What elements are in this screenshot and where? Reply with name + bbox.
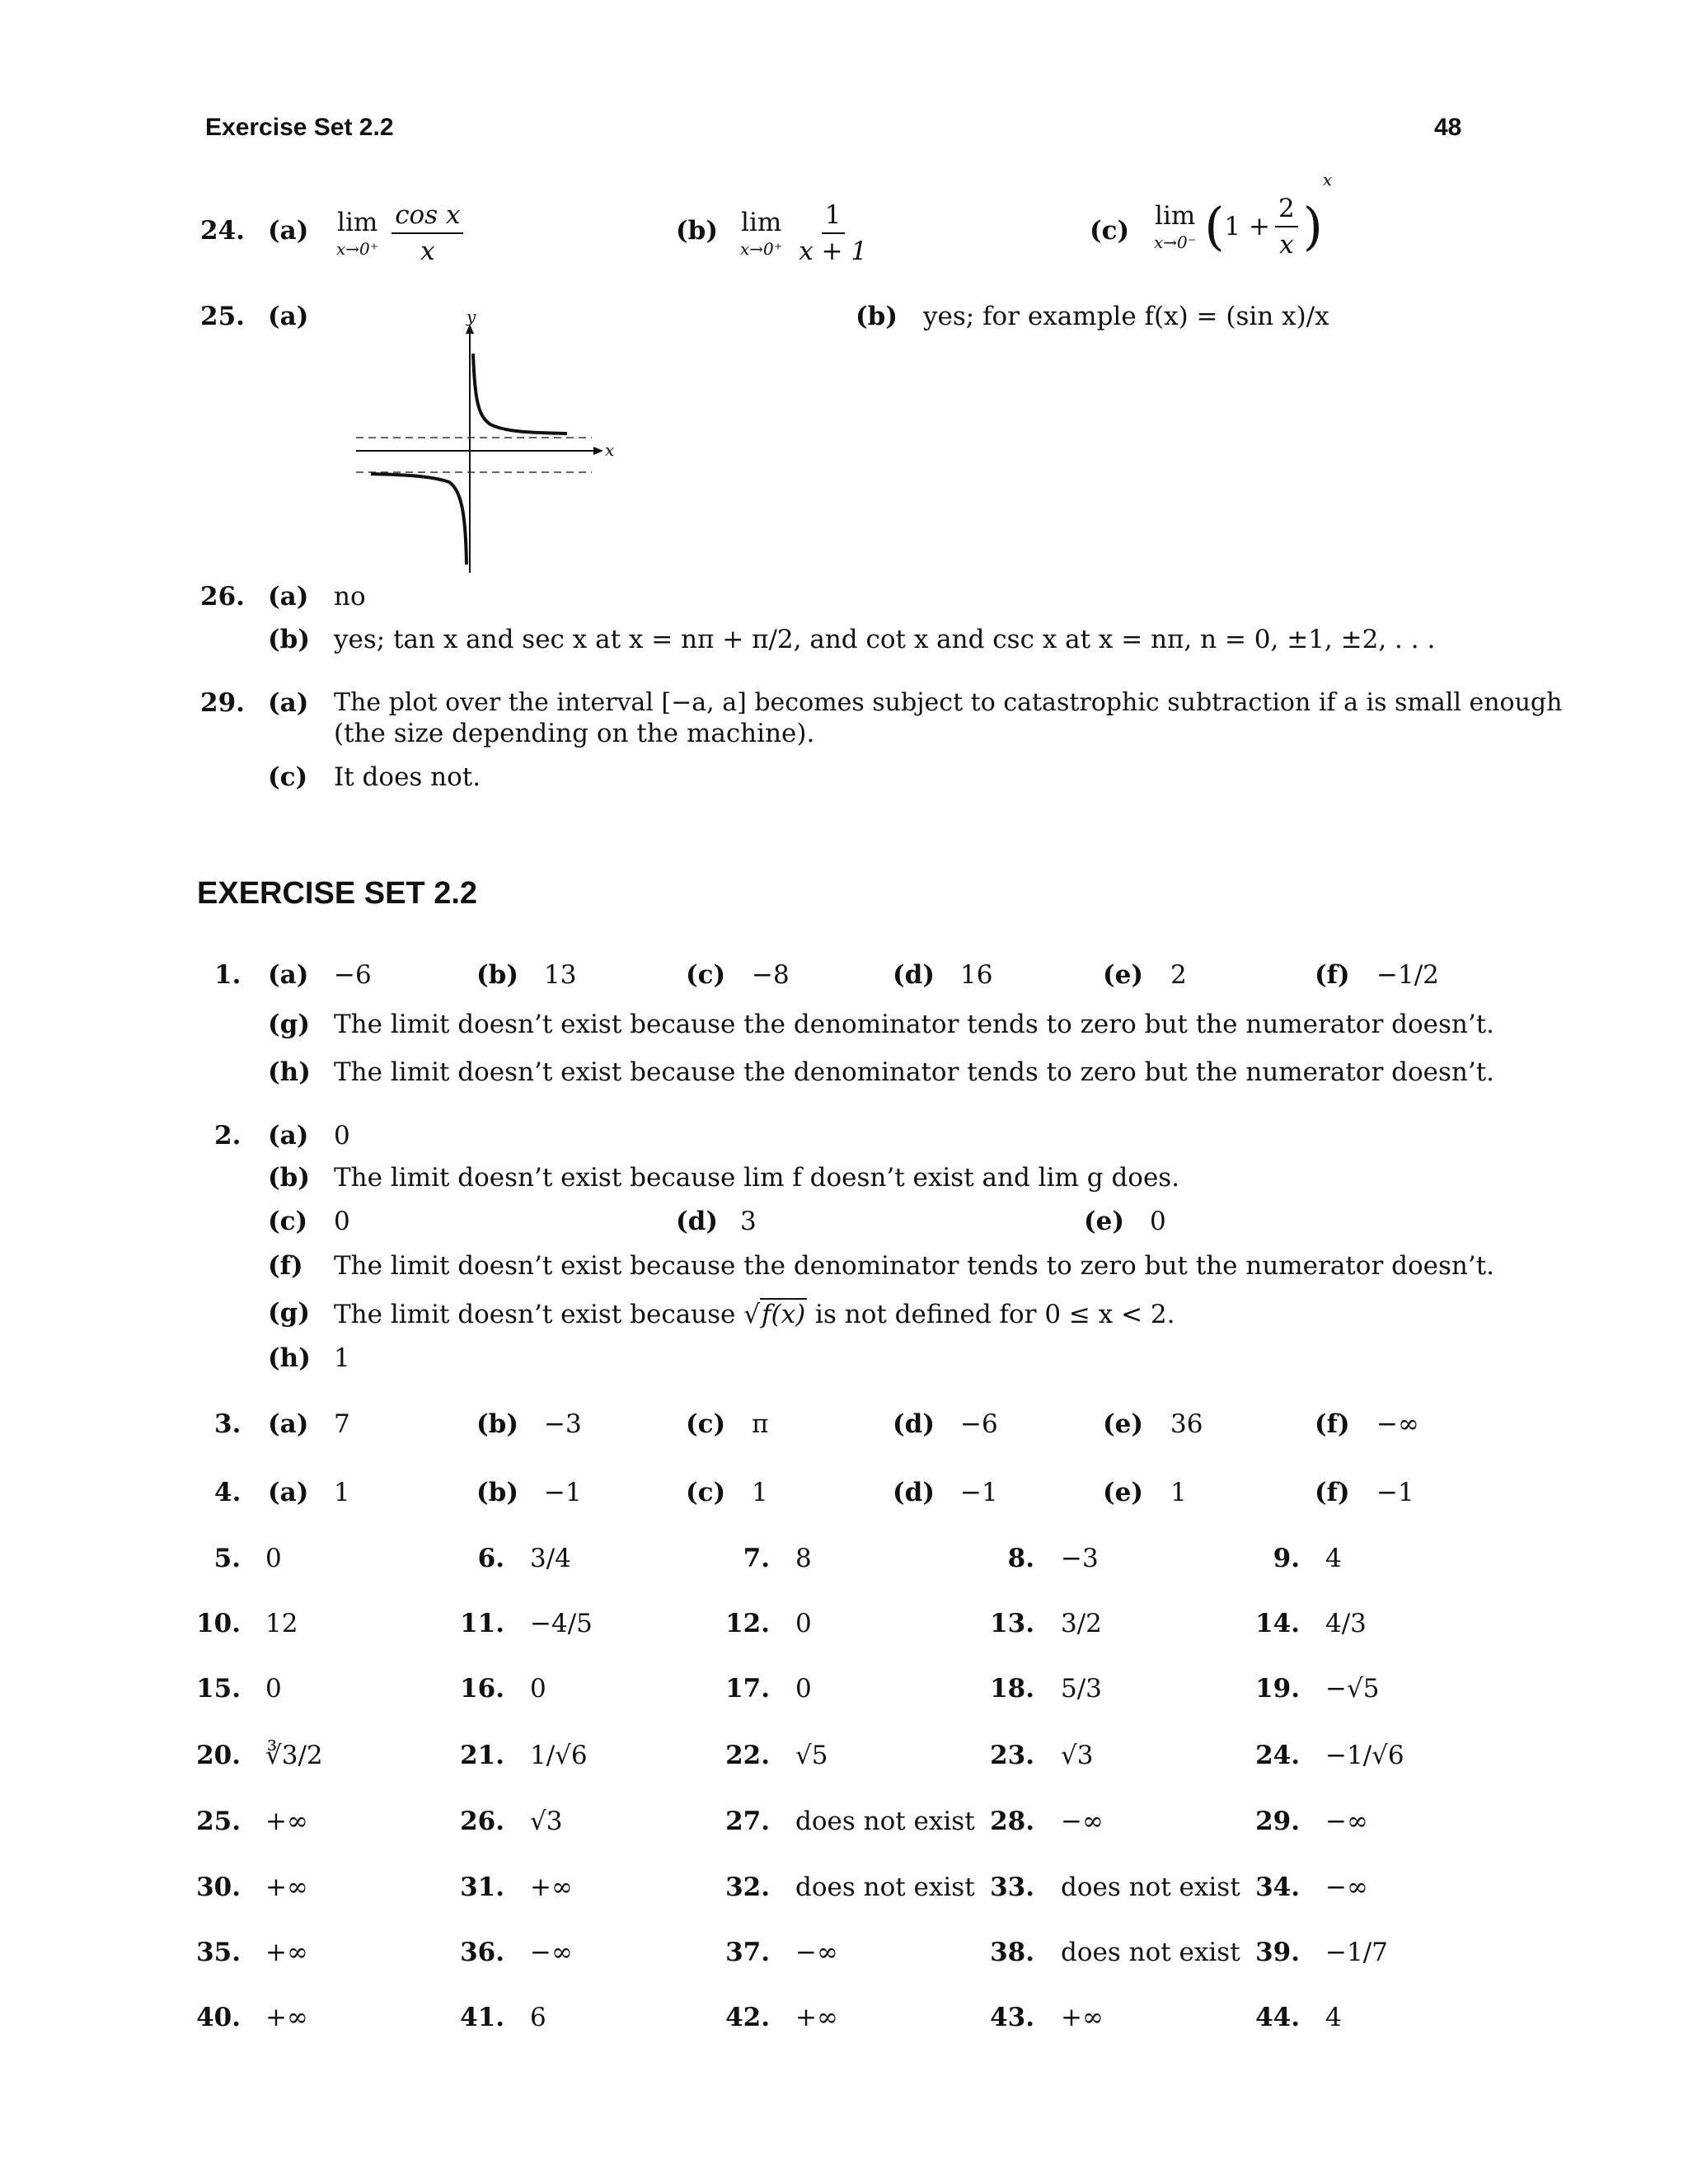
lim-subscript: x→0⁺ xyxy=(740,238,783,259)
q2-number: 2. xyxy=(214,1121,241,1151)
problem-24-part-c-label: (c) xyxy=(1090,216,1130,246)
q1-part-h-text: The limit doesn’t exist because the denominator tends to zero but the numerator doesn’t. xyxy=(334,1057,1495,1087)
page-number: 48 xyxy=(1434,114,1462,141)
problem-24-part-c-expr xyxy=(1154,170,1333,260)
answer-number: 6. xyxy=(477,1544,504,1573)
answer-value: 0 xyxy=(265,1544,282,1573)
answer-number: 23. xyxy=(990,1741,1034,1770)
answer-value: ∛3/2 xyxy=(265,1741,323,1770)
answer-value: does not exist xyxy=(795,1807,975,1836)
q1-number: 1. xyxy=(214,960,241,990)
lim-text: lim xyxy=(741,207,782,237)
curve-right-branch xyxy=(473,354,567,434)
q3-part-d-value: −6 xyxy=(960,1409,998,1439)
answer-value: 0 xyxy=(795,1609,812,1638)
answer-number: 44. xyxy=(1255,2003,1300,2032)
q3-part-c-label: (c) xyxy=(686,1409,726,1439)
fraction-numerator: 2 xyxy=(1275,194,1298,227)
q1-part-c-value: −8 xyxy=(752,960,790,990)
problem-26-number: 26. xyxy=(200,582,245,612)
q4-part-a-value: 1 xyxy=(334,1478,350,1507)
answer-number: 41. xyxy=(460,2003,504,2032)
problem-25-part-b-text: yes; for example f(x) = (sin x)/x xyxy=(923,302,1329,331)
fraction-numerator: cos x xyxy=(392,201,463,234)
answer-number: 9. xyxy=(1273,1544,1300,1573)
q3-part-a-value: 7 xyxy=(334,1409,350,1439)
answer-value: 1/√6 xyxy=(530,1741,588,1770)
answer-value: +∞ xyxy=(265,1872,308,1902)
q3-part-c-value: π xyxy=(752,1409,769,1439)
answer-number: 27. xyxy=(725,1807,770,1836)
running-header: Exercise Set 2.2 xyxy=(205,114,394,141)
answer-number: 31. xyxy=(460,1872,504,1902)
one-plus: 1 + xyxy=(1224,212,1270,242)
q2-part-d-text: 3 xyxy=(740,1207,757,1236)
answer-number: 37. xyxy=(725,1938,770,1967)
answer-value: −∞ xyxy=(530,1938,573,1967)
problem-25-number: 25. xyxy=(200,302,245,331)
answer-number: 25. xyxy=(196,1807,241,1836)
q4-part-d-value: −1 xyxy=(960,1478,998,1507)
answer-number: 22. xyxy=(725,1741,770,1770)
answer-number: 13. xyxy=(990,1609,1034,1638)
problem-26-part-a-text: no xyxy=(334,582,366,612)
problem-24-part-b-expr xyxy=(740,201,875,265)
q1-part-g-label: (g) xyxy=(268,1010,311,1039)
problem-26-part-b-text: yes; tan x and sec x at x = nπ + π/2, and cot x and csc x at x = nπ, n = 0, ±1, ±2, . . . xyxy=(334,625,1436,654)
answer-value: −∞ xyxy=(795,1938,838,1967)
x-axis-label: x xyxy=(605,440,615,460)
q4-part-c-value: 1 xyxy=(752,1478,768,1507)
q3-part-b-value: −3 xyxy=(544,1409,582,1439)
q4-part-f-label: (f) xyxy=(1315,1478,1350,1507)
q1-part-e-label: (e) xyxy=(1103,960,1144,990)
q4-part-d-label: (d) xyxy=(893,1478,935,1507)
answer-number: 20. xyxy=(196,1741,241,1770)
answer-value: does not exist xyxy=(1061,1938,1240,1967)
q2-part-e-label: (e) xyxy=(1084,1207,1125,1236)
q2-part-g-text xyxy=(334,1298,1175,1329)
q1-part-f-value: −1/2 xyxy=(1376,960,1439,990)
answer-number: 24. xyxy=(1255,1741,1300,1770)
answer-value: 0 xyxy=(530,1674,546,1704)
answer-value: −3 xyxy=(1061,1544,1099,1573)
problem-24-number: 24. xyxy=(200,216,245,246)
answer-value: √3 xyxy=(1061,1741,1094,1770)
answer-value: does not exist xyxy=(795,1872,975,1902)
problem-25-part-b-label: (b) xyxy=(856,302,898,331)
answer-value: +∞ xyxy=(1061,2003,1104,2032)
answer-value: 3/2 xyxy=(1061,1609,1102,1638)
q2-part-c-label: (c) xyxy=(268,1207,308,1236)
g-text-after: is not defined for 0 ≤ x < 2. xyxy=(815,1300,1175,1329)
lim-subscript: x→0⁺ xyxy=(336,238,379,259)
answer-value: 0 xyxy=(795,1674,812,1704)
q3-part-a-label: (a) xyxy=(268,1409,309,1439)
right-paren: ) xyxy=(1302,196,1323,257)
q4-part-e-label: (e) xyxy=(1103,1478,1144,1507)
q2-part-h-label: (h) xyxy=(268,1343,311,1373)
g-text-before: The limit doesn’t exist because xyxy=(334,1300,736,1329)
q4-part-b-label: (b) xyxy=(476,1478,519,1507)
q2-part-a-text: 0 xyxy=(334,1121,350,1151)
fraction-denominator: x xyxy=(1279,230,1294,260)
answer-number: 40. xyxy=(196,2003,241,2032)
problem-24-part-a-label: (a) xyxy=(268,216,309,246)
answer-number: 19. xyxy=(1255,1674,1300,1704)
answer-value: 4/3 xyxy=(1325,1609,1367,1638)
answer-number: 28. xyxy=(990,1807,1034,1836)
problem-29-part-a-label: (a) xyxy=(268,688,309,718)
answer-value: −∞ xyxy=(1325,1807,1368,1836)
answer-value: does not exist xyxy=(1061,1872,1240,1902)
section-title: EXERCISE SET 2.2 xyxy=(197,876,478,911)
answer-value: 0 xyxy=(265,1674,282,1704)
q2-part-b-label: (b) xyxy=(268,1163,311,1193)
q1-part-a-value: −6 xyxy=(334,960,372,990)
q2-part-h-text: 1 xyxy=(334,1343,350,1373)
q2-part-e-text: 0 xyxy=(1150,1207,1166,1236)
answer-number: 18. xyxy=(990,1674,1034,1704)
q1-part-f-label: (f) xyxy=(1315,960,1350,990)
q1-part-d-label: (d) xyxy=(893,960,935,990)
answer-value: −4/5 xyxy=(530,1609,593,1638)
answer-number: 8. xyxy=(1007,1544,1034,1573)
answer-number: 15. xyxy=(196,1674,241,1704)
answer-number: 14. xyxy=(1255,1609,1300,1638)
q2-part-f-text: The limit doesn’t exist because the denominator tends to zero but the numerator doesn’t. xyxy=(334,1251,1495,1281)
answer-number: 21. xyxy=(460,1741,504,1770)
answer-value: +∞ xyxy=(795,2003,838,2032)
q1-part-e-value: 2 xyxy=(1170,960,1187,990)
answer-value: 4 xyxy=(1325,1544,1342,1573)
answer-number: 11. xyxy=(460,1609,504,1638)
q4-number: 4. xyxy=(214,1478,241,1507)
q1-part-b-label: (b) xyxy=(476,960,519,990)
problem-29-number: 29. xyxy=(200,688,245,718)
answer-value: 5/3 xyxy=(1061,1674,1102,1704)
fraction-denominator: x + 1 xyxy=(799,237,868,267)
answer-number: 16. xyxy=(460,1674,504,1704)
problem-29-part-c-label: (c) xyxy=(268,762,308,792)
q1-part-a-label: (a) xyxy=(268,960,309,990)
answer-number: 42. xyxy=(725,2003,770,2032)
sqrt-radicand: f(x) xyxy=(762,1300,806,1329)
q3-part-e-value: 36 xyxy=(1170,1409,1203,1439)
sqrt-symbol: √ xyxy=(743,1300,761,1329)
left-paren: ( xyxy=(1204,196,1225,257)
problem-29-part-a-line2: (the size depending on the machine). xyxy=(334,719,815,748)
problem-26-part-b-label: (b) xyxy=(268,625,311,654)
answer-number: 33. xyxy=(990,1872,1034,1902)
problem-25-part-a-label: (a) xyxy=(268,302,309,331)
answer-value: √3 xyxy=(530,1807,563,1836)
q1-part-c-label: (c) xyxy=(686,960,726,990)
answer-number: 43. xyxy=(990,2003,1034,2032)
q3-part-e-label: (e) xyxy=(1103,1409,1144,1439)
x-axis-arrow xyxy=(593,447,603,455)
answer-value: −∞ xyxy=(1061,1807,1104,1836)
answer-value: +∞ xyxy=(265,2003,308,2032)
lim-subscript: x→0⁻ xyxy=(1154,232,1197,252)
answer-value: √5 xyxy=(795,1741,828,1770)
answer-number: 5. xyxy=(213,1544,241,1573)
answer-value: +∞ xyxy=(530,1872,573,1902)
y-axis-label: y xyxy=(467,309,476,326)
problem-26-part-a-label: (a) xyxy=(268,582,309,612)
answer-value: +∞ xyxy=(265,1807,308,1836)
q4-part-b-value: −1 xyxy=(544,1478,582,1507)
answer-number: 26. xyxy=(460,1807,504,1836)
answer-number: 35. xyxy=(196,1938,241,1967)
problem-24-part-a-expr xyxy=(336,201,468,265)
q2-part-a-label: (a) xyxy=(268,1121,309,1151)
curve-left-branch xyxy=(371,474,467,565)
answer-number: 7. xyxy=(743,1544,770,1573)
answer-value: −1/7 xyxy=(1325,1938,1388,1967)
q1-part-b-value: 13 xyxy=(544,960,577,990)
answer-value: +∞ xyxy=(265,1938,308,1967)
q2-part-c-text: 0 xyxy=(334,1207,350,1236)
answer-number: 29. xyxy=(1255,1807,1300,1836)
q2-part-f-label: (f) xyxy=(268,1251,303,1281)
q4-part-f-value: −1 xyxy=(1376,1478,1414,1507)
fraction-denominator: x xyxy=(420,237,435,267)
q3-part-d-label: (d) xyxy=(893,1409,935,1439)
q3-number: 3. xyxy=(214,1409,241,1439)
q2-part-g-label: (g) xyxy=(268,1298,311,1328)
answer-number: 17. xyxy=(725,1674,770,1704)
q3-part-f-label: (f) xyxy=(1315,1409,1350,1439)
q2-part-b-text: The limit doesn’t exist because lim f doesn’t exist and lim g does. xyxy=(334,1163,1180,1193)
answer-value: 4 xyxy=(1325,2003,1342,2032)
lim-text: lim xyxy=(337,207,378,237)
q4-part-c-label: (c) xyxy=(686,1478,726,1507)
q3-part-f-value: −∞ xyxy=(1376,1409,1419,1439)
problem-25-graph xyxy=(346,309,618,581)
lim-text: lim xyxy=(1155,200,1196,231)
answer-number: 38. xyxy=(990,1938,1034,1967)
q1-part-d-value: 16 xyxy=(960,960,993,990)
answer-number: 39. xyxy=(1255,1938,1300,1967)
answer-number: 12. xyxy=(725,1609,770,1638)
q3-part-b-label: (b) xyxy=(476,1409,519,1439)
q4-part-e-value: 1 xyxy=(1170,1478,1187,1507)
answer-value: 6 xyxy=(530,2003,546,2032)
answer-number: 36. xyxy=(460,1938,504,1967)
exponent: x xyxy=(1322,170,1333,190)
answer-number: 32. xyxy=(725,1872,770,1902)
q1-part-h-label: (h) xyxy=(268,1057,311,1087)
q1-part-g-text: The limit doesn’t exist because the denominator tends to zero but the numerator doesn’t. xyxy=(334,1010,1495,1039)
q4-part-a-label: (a) xyxy=(268,1478,309,1507)
answer-number: 30. xyxy=(196,1872,241,1902)
answer-value: 8 xyxy=(795,1544,812,1573)
answer-value: −√5 xyxy=(1325,1674,1380,1704)
answer-value: −∞ xyxy=(1325,1872,1368,1902)
answer-value: 12 xyxy=(265,1609,298,1638)
fraction-numerator: 1 xyxy=(822,201,845,234)
answer-number: 10. xyxy=(196,1609,241,1638)
problem-29-part-c-text: It does not. xyxy=(334,762,481,792)
q2-part-d-label: (d) xyxy=(676,1207,719,1236)
answer-value: 3/4 xyxy=(530,1544,571,1573)
problem-29-part-a-line1: The plot over the interval [−a, a] becomes subject to catastrophic subtraction if a is small enough xyxy=(334,688,1563,717)
answer-number: 34. xyxy=(1255,1872,1300,1902)
problem-24-part-b-label: (b) xyxy=(676,216,719,246)
answer-value: −1/√6 xyxy=(1325,1741,1404,1770)
